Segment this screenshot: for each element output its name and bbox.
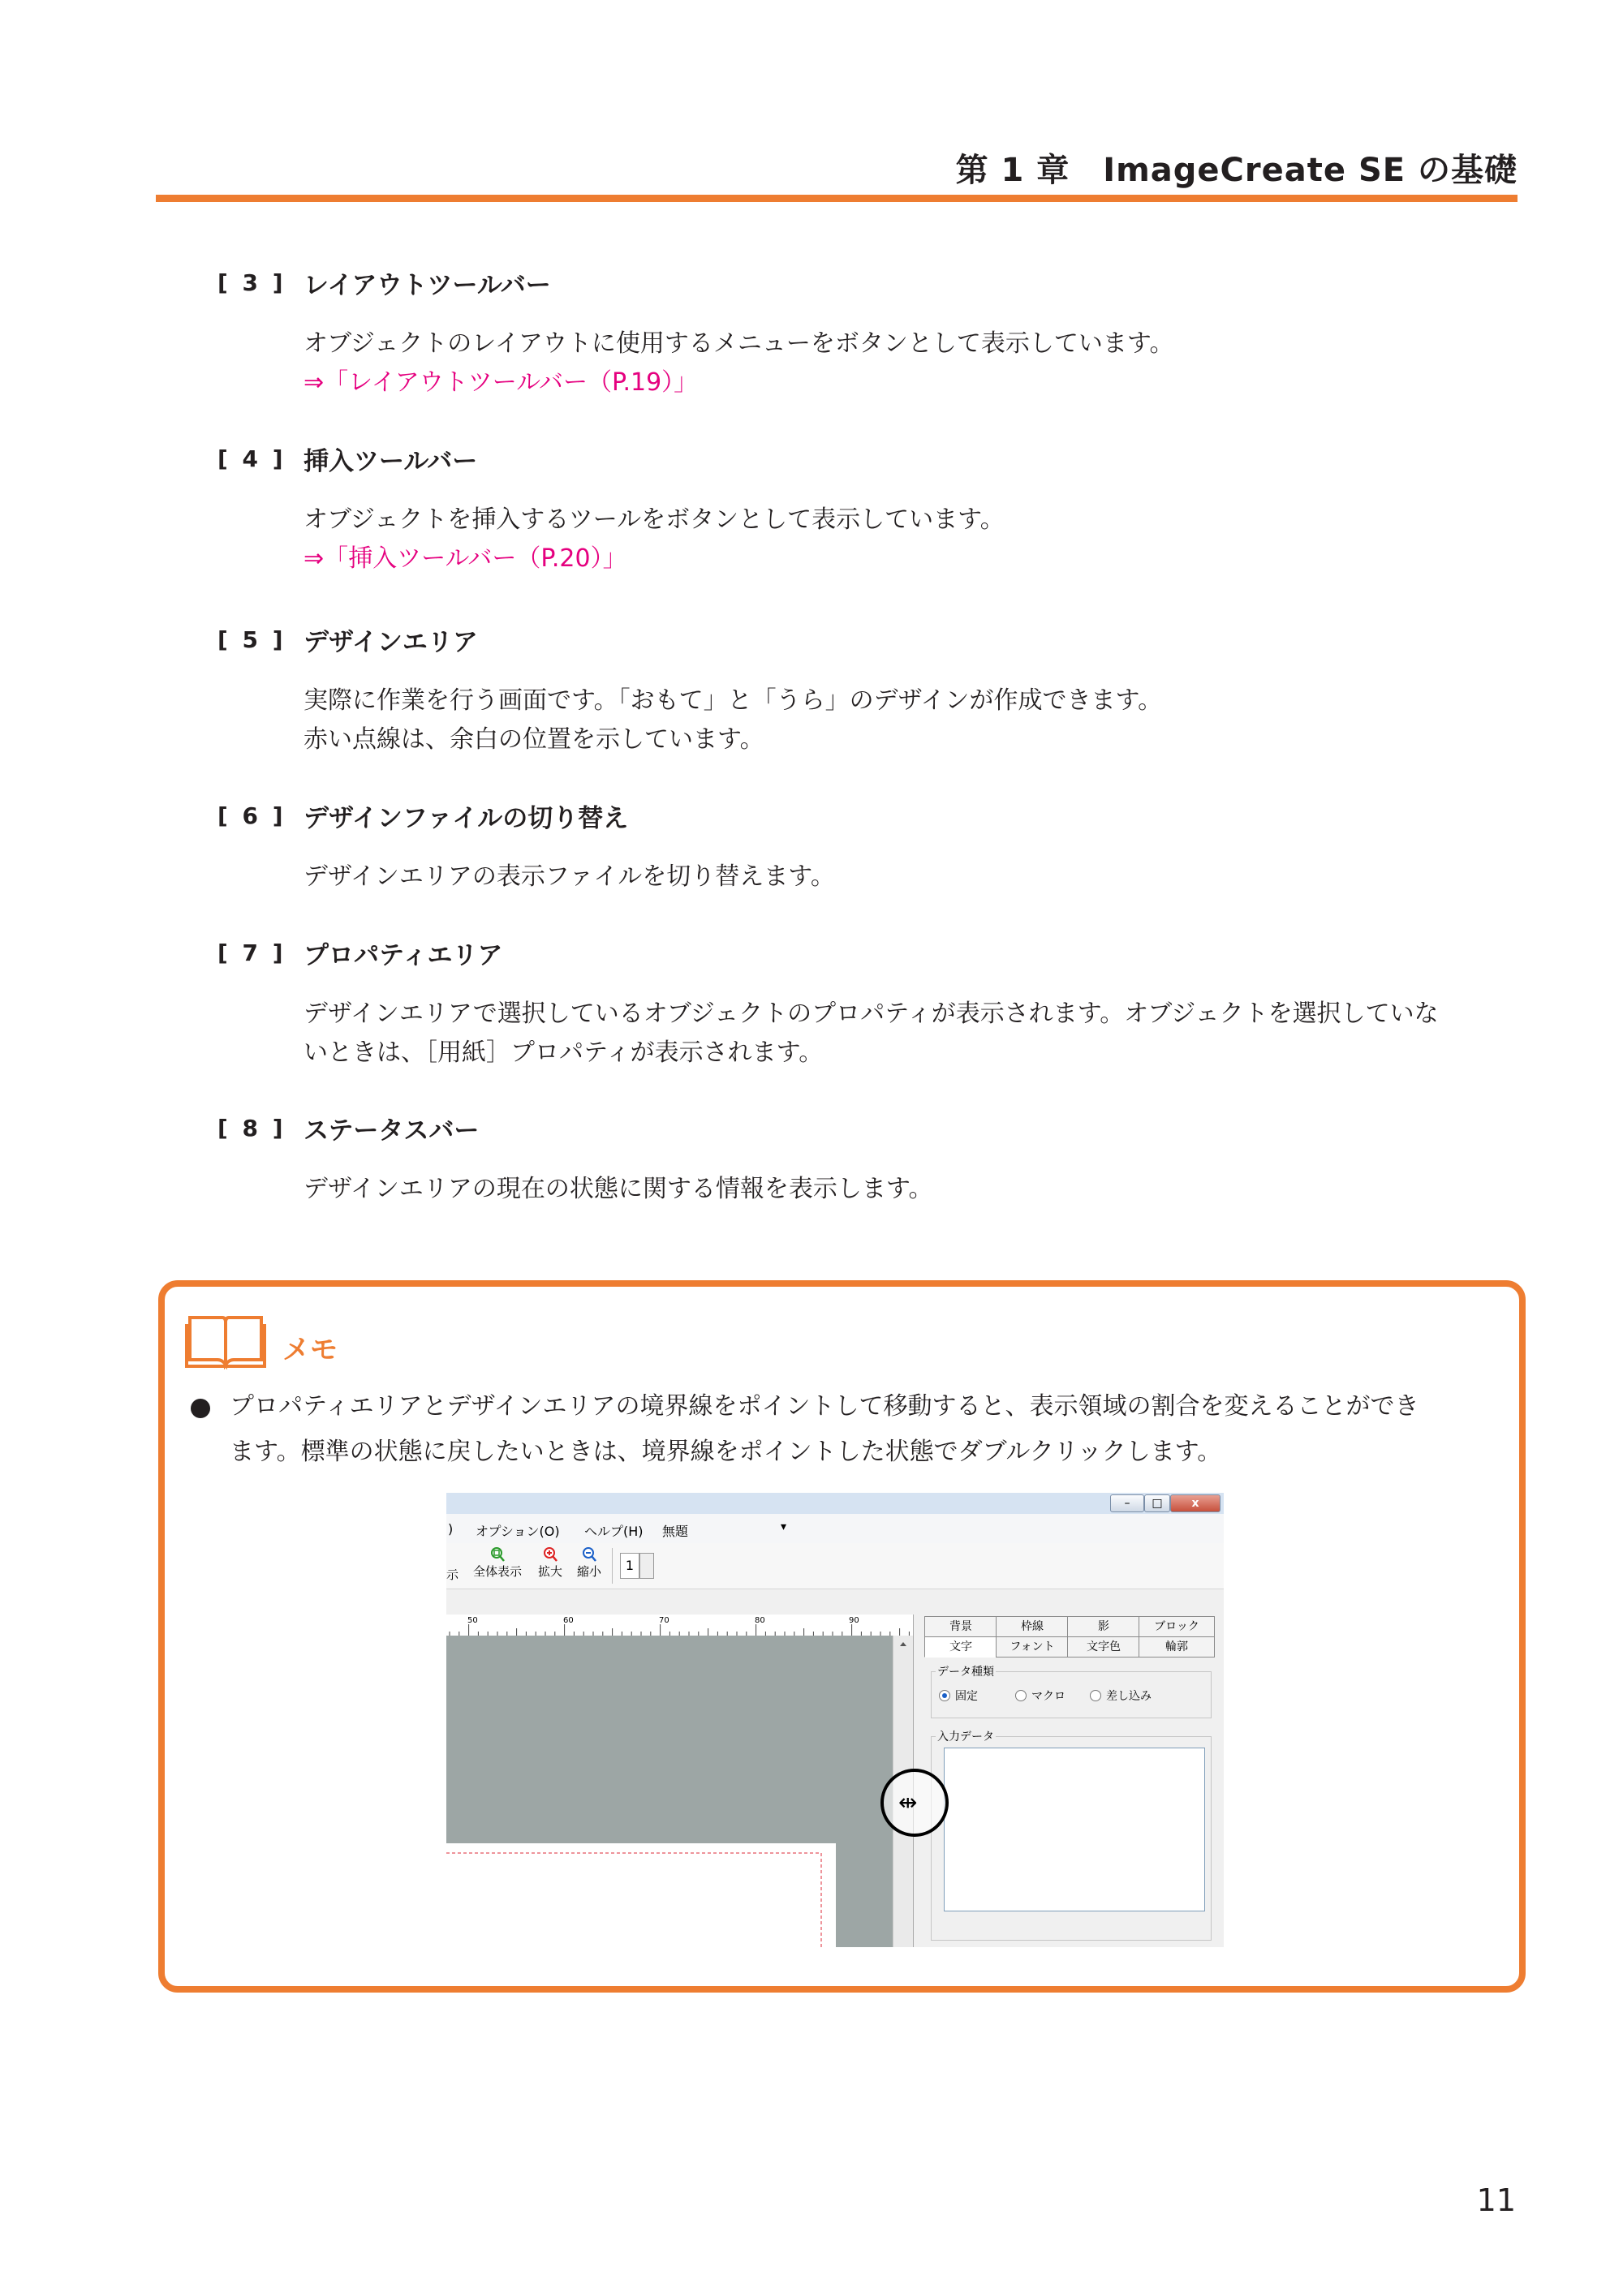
ruler-label: 60 [563, 1616, 574, 1625]
design-canvas[interactable] [446, 1636, 893, 1947]
section-status-bar [217, 1110, 1532, 1209]
tab-border[interactable]: 枠線 [996, 1616, 1069, 1637]
body-line: オブジェクトのレイアウトに使用するメニューをボタンとして表示しています。 [304, 329, 1174, 358]
menu-item-help[interactable]: ヘルプ(H) [584, 1524, 644, 1539]
chevron-down-icon[interactable]: ▾ [781, 1520, 787, 1533]
cross-reference-link[interactable]: ⇒「挿入ツールバー（P.20）」 [304, 544, 627, 573]
section-body [304, 995, 1532, 1073]
app-screenshot [446, 1493, 1224, 1947]
button-label: 縮小 [576, 1564, 601, 1579]
cross-reference-link[interactable]: ⇒「レイアウトツールバー（P.19）」 [304, 368, 699, 397]
memo-line: ます。標準の状態に戻したいときは、境界線をポイントした状態でダブルクリックします。 [230, 1438, 1222, 1466]
splitter-highlight-circle [880, 1769, 949, 1837]
window-titlebar [446, 1493, 1224, 1514]
ruler-ticks [446, 1615, 913, 1636]
page-number-field[interactable]: 1 [620, 1553, 639, 1579]
toolbar [446, 1543, 1224, 1589]
design-file-selector[interactable]: 無題 [662, 1524, 689, 1539]
memo-text [230, 1384, 1496, 1475]
radio-merge[interactable] [1090, 1688, 1152, 1704]
ruler-label: 80 [755, 1616, 765, 1625]
tab-text-color[interactable]: 文字色 [1067, 1636, 1140, 1658]
zoom-in-icon [542, 1546, 558, 1563]
chapter-title: 第 1 章 ImageCreate SE の基礎 [955, 152, 1518, 189]
tab-shadow[interactable]: 影 [1067, 1616, 1140, 1637]
tab-background[interactable]: 背景 [924, 1616, 997, 1637]
header-divider [156, 195, 1518, 202]
menu-item-partial[interactable]: ) [448, 1521, 454, 1537]
book-icon [185, 1311, 266, 1369]
section-title: レイアウトツールバー [304, 270, 551, 300]
button-label: 拡大 [537, 1564, 562, 1579]
menu-bar [446, 1514, 1224, 1543]
radio-label: マクロ [1031, 1690, 1065, 1703]
section-body [304, 1170, 1532, 1209]
section-title: 挿入ツールバー [304, 446, 478, 476]
section-layout-toolbar [217, 264, 1532, 402]
section-title: プロパティエリア [304, 940, 503, 970]
zoom-out-button[interactable] [575, 1546, 604, 1580]
section-number: [ 6 ] [217, 802, 286, 829]
body-line: 赤い点線は、余白の位置を示しています。 [304, 725, 764, 754]
section-title: デザインファイルの切り替え [304, 803, 629, 833]
tab-text[interactable]: 文字 [924, 1636, 997, 1658]
paper-sheet [446, 1843, 836, 1947]
minimize-button[interactable]: – [1110, 1494, 1144, 1512]
section-title: ステータスバー [304, 1116, 480, 1146]
section-body [304, 325, 1532, 402]
body-line: デザインエリアの現在の状態に関する情報を表示します。 [304, 1175, 933, 1203]
page-spinner[interactable] [639, 1553, 654, 1579]
section-title: デザインエリア [304, 627, 478, 657]
close-button[interactable]: x [1170, 1494, 1220, 1512]
ruler-label: 70 [659, 1616, 669, 1625]
resize-cursor-icon: ⇹ [898, 1789, 918, 1816]
toolbar-divider [612, 1548, 613, 1584]
body-line: いときは、［用紙］プロパティが表示されます。 [304, 1038, 824, 1067]
body-line: オブジェクトを挿入するツールをボタンとして表示しています。 [304, 505, 1005, 534]
scroll-up-icon[interactable] [893, 1636, 914, 1652]
memo-title: メモ [282, 1334, 338, 1366]
property-panel [919, 1615, 1224, 1947]
zoom-in-button[interactable] [536, 1546, 565, 1580]
radio-selected-icon [939, 1690, 950, 1701]
body-line: デザインエリアの表示ファイルを切り替えます。 [304, 862, 835, 891]
section-number: [ 4 ] [217, 445, 286, 472]
radio-macro[interactable] [1015, 1688, 1065, 1704]
radio-icon [1015, 1690, 1027, 1701]
horizontal-ruler [446, 1615, 913, 1636]
radio-label: 固定 [955, 1690, 978, 1703]
radio-label: 差し込み [1106, 1690, 1152, 1703]
section-insert-toolbar [217, 441, 1532, 578]
section-body [304, 681, 1532, 759]
bullet-icon [191, 1399, 210, 1418]
zoom-out-icon [581, 1546, 597, 1563]
button-label: 全体表示 [472, 1564, 522, 1579]
section-body [304, 858, 1532, 896]
ruler-label: 90 [849, 1616, 859, 1625]
toolbar-button-partial[interactable]: 示 [446, 1567, 459, 1582]
fit-page-button[interactable] [471, 1546, 524, 1580]
section-number: [ 5 ] [217, 626, 286, 653]
section-number: [ 3 ] [217, 269, 286, 296]
section-property-area [217, 935, 1532, 1073]
tab-font[interactable]: フォント [996, 1636, 1069, 1658]
menu-item-options[interactable]: オプション(O) [476, 1524, 560, 1539]
data-type-label: データ種類 [936, 1663, 996, 1679]
body-line: デザインエリアで選択しているオブジェクトのプロパティが表示されます。オブジェクトを選択していな [304, 1000, 1439, 1028]
body-line: 実際に作業を行う画面です。「おもて」と「うら」のデザインが作成できます。 [304, 686, 1163, 715]
section-number: [ 7 ] [217, 939, 286, 966]
zoom-fit-icon [489, 1546, 506, 1563]
section-design-area [217, 621, 1532, 759]
section-body [304, 501, 1532, 578]
ruler-label: 50 [467, 1616, 478, 1625]
input-data-textarea[interactable] [944, 1748, 1205, 1911]
input-data-label: 入力データ [936, 1728, 996, 1744]
section-number: [ 8 ] [217, 1114, 286, 1142]
section-design-file-switch [217, 798, 1532, 896]
tab-outline[interactable]: 輪郭 [1139, 1636, 1215, 1658]
tab-block[interactable]: ブロック [1139, 1616, 1215, 1637]
page-number: 11 [1476, 2182, 1516, 2218]
margin-line [446, 1843, 836, 1947]
memo-line: プロパティエリアとデザインエリアの境界線をポイントして移動すると、表示領域の割合を変えることができ [230, 1392, 1419, 1421]
maximize-button[interactable]: □ [1144, 1494, 1170, 1512]
radio-icon [1090, 1690, 1101, 1701]
radio-fixed[interactable] [939, 1688, 978, 1704]
